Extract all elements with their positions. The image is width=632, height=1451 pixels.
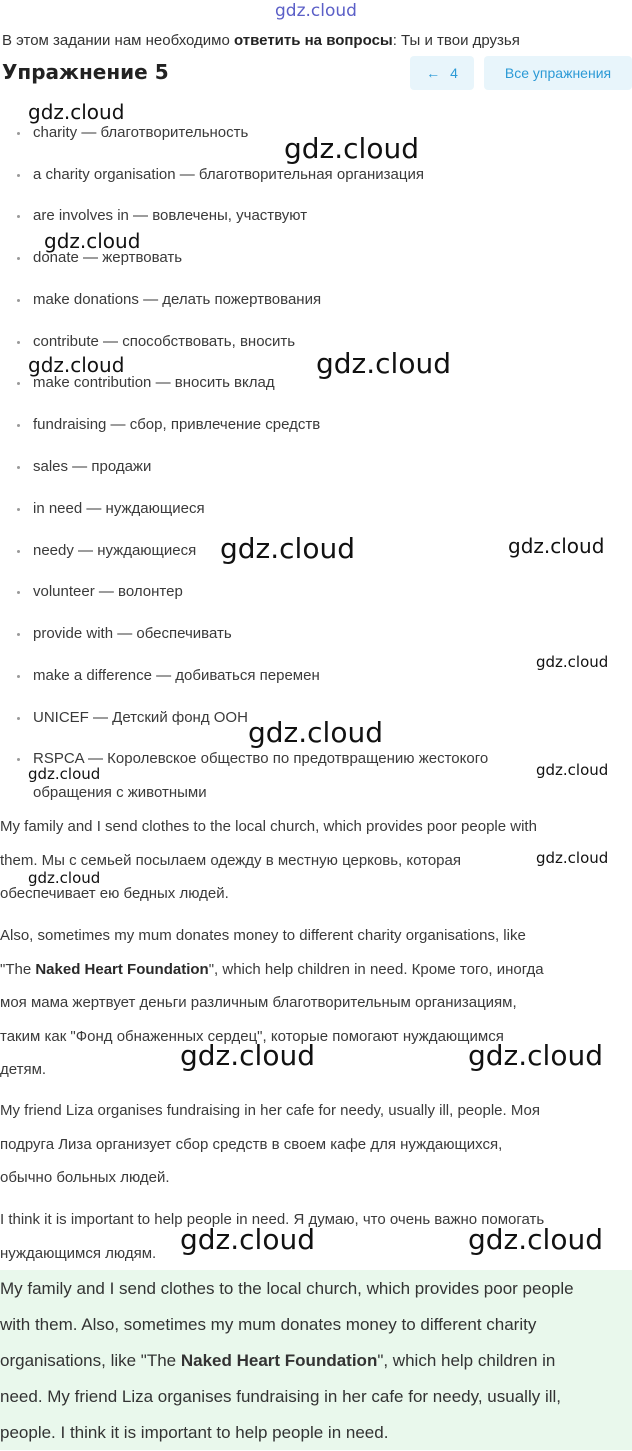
site-logo-watermark: gdz.cloud [275, 1, 357, 21]
watermark: gdz.cloud [28, 353, 125, 377]
watermark: gdz.cloud [284, 132, 419, 165]
all-exercises-button[interactable]: Все упражнения [484, 56, 632, 90]
watermark: gdz.cloud [468, 1039, 603, 1072]
watermark: gdz.cloud [536, 761, 609, 779]
previous-exercise-button[interactable] [410, 56, 474, 90]
watermark: gdz.cloud [28, 765, 101, 783]
vocab-item: in need — нуждающиеся [17, 492, 205, 526]
answer-paragraph-4: I think it is important to help people in need. Я думаю, что очень важно помогать нуждающимся людям. [0, 1211, 545, 1262]
watermark: gdz.cloud [248, 716, 383, 749]
vocab-item: donate — жертвовать [17, 241, 182, 275]
vocab-item: needy — нуждающиеся [17, 534, 196, 568]
task-intro-bold: ответить на вопросы [234, 32, 393, 49]
vocab-item: are involves in — вовлечены, участвуют [17, 199, 307, 233]
exercise-title: Упражнение 5 [2, 60, 169, 84]
foundation-name: Naked Heart Foundation [180, 1351, 378, 1370]
vocab-item: sales — продажи [17, 450, 151, 484]
watermark: gdz.cloud [468, 1223, 603, 1256]
foundation-name: Naked Heart Foundation [35, 960, 209, 978]
vocab-item: RSPCA — Королевское общество по предотвращению жестокого [17, 742, 488, 776]
vocab-item: make contribution — вносить вклад [17, 366, 275, 400]
vocab-item: a charity organisation — благотворительная организация [17, 158, 424, 192]
watermark: gdz.cloud [180, 1223, 315, 1256]
watermark: gdz.cloud [44, 229, 141, 253]
previous-exercise-number: 4 [450, 65, 458, 81]
vocab-item: make a difference — добиваться перемен [17, 659, 320, 693]
watermark: gdz.cloud [180, 1039, 315, 1072]
watermark: gdz.cloud [536, 653, 609, 671]
arrow-left-icon: ← [426, 65, 441, 81]
vocab-item: contribute — способствовать, вносить [17, 325, 295, 359]
watermark: gdz.cloud [316, 347, 451, 380]
task-intro: В этом задании нам необходимо ответить на вопросы: Ты и твои друзья [2, 32, 520, 49]
vocab-item: provide with — обеспечивать [17, 617, 232, 651]
watermark: gdz.cloud [536, 849, 609, 867]
answer-paragraph-1: My family and I send clothes to the local church, which provides poor people with them. Мы с семьей посылаем одежду в местную церковь, которая обеспечивает ею бедных людей. [0, 818, 537, 902]
vocab-item: make donations — делать пожертвования [17, 283, 321, 317]
vocab-item-continuation: обращения с животными [33, 784, 207, 801]
vocab-item: charity — благотворительность [17, 116, 248, 150]
answer-paragraph-2: Also, sometimes my mum donates money to different charity organisations, like "The Naked Heart Foundation", which help children in need. Кроме того, иногда моя мама жертвует деньги различным благотворительным организациям, таким как "Фонд обнаженных сердец", которые помогают нуждающимся детям. [0, 927, 544, 1078]
watermark: gdz.cloud [220, 532, 355, 565]
answer-paragraph-3: My friend Liza organises fundraising in her cafe for needy, usually ill, people. Моя подруга Лиза организует сбор средств в своем кафе для нуждающихся, обычно больных людей. [0, 1102, 540, 1186]
watermark: gdz.cloud [28, 869, 101, 887]
watermark: gdz.cloud [28, 100, 125, 124]
vocab-item: volunteer — волонтер [17, 575, 183, 609]
vocab-item: fundraising — сбор, привлечение средств [17, 408, 320, 442]
vocab-item: UNICEF — Детский фонд ООН [17, 701, 248, 735]
watermark: gdz.cloud [508, 534, 605, 558]
final-answer-text: My family and I send clothes to the local church, which provides poor people with them. Also, sometimes my mum donates money to different charity organisations, like "The Naked Heart Foundation", which help children in need. My friend Liza organises fundraising in her cafe for needy, usually ill, people. I think it is important to help people in need. [0, 1279, 574, 1442]
